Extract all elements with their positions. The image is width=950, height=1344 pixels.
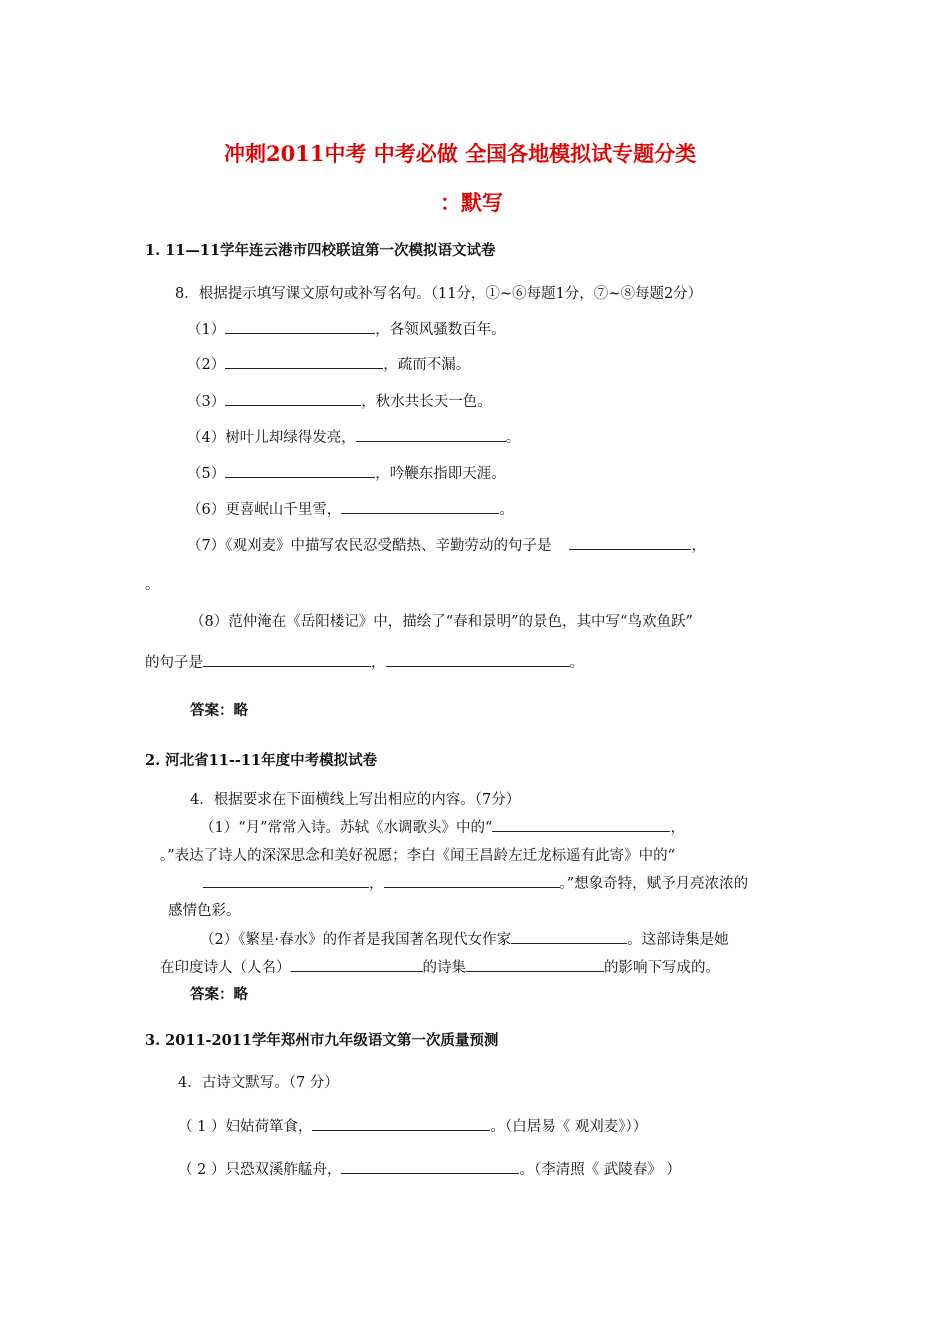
answer-label-1: 答案：略 xyxy=(190,702,248,719)
fill-item-4: （4）树叶儿却绿得发亮， 。 xyxy=(187,426,520,447)
fill-item-5: （5） ，吟鞭东指即天涯。 xyxy=(187,462,506,483)
fill-line-1: （1）“月”常常入诗。苏轼《水调歌头》中的“ ， xyxy=(200,816,685,837)
answer-label-2: 答案：略 xyxy=(190,986,248,1003)
answer-blank[interactable] xyxy=(356,427,506,442)
fill-item-8-cont: 的句子是 ， 。 xyxy=(145,651,584,672)
fill-line-4: 感情色彩。 xyxy=(168,903,241,919)
answer-blank[interactable] xyxy=(569,535,691,550)
answer-blank[interactable] xyxy=(466,957,604,972)
section-heading-3: 3. 2011-2011学年郑州市九年级语文第一次质量预测 xyxy=(145,1032,499,1049)
answer-blank[interactable] xyxy=(312,1116,490,1131)
answer-blank[interactable] xyxy=(203,652,371,667)
question-4: 4．根据要求在下面横线上写出相应的内容。（7分） xyxy=(190,792,521,808)
question-8: 8．根据提示填写课文原句或补写名句。（11分，①~⑥每题1分，⑦~⑧每题2分） xyxy=(175,286,703,302)
poetry-item-1: （ 1 ）妇姑荷箪食， 。（白居易《 观刈麦》）） xyxy=(178,1115,647,1136)
question-4-poetry: 4．古诗文默写。（7 分） xyxy=(178,1075,339,1091)
answer-blank[interactable] xyxy=(492,817,670,832)
fill-item-6: （6）更喜岷山千里雪， 。 xyxy=(187,498,514,519)
answer-blank[interactable] xyxy=(384,873,560,888)
page-title: 冲刺2011中考 中考必做 全国各地模拟试专题分类 xyxy=(224,141,697,166)
poetry-item-2: （ 2 ）只恐双溪舴艋舟， 。（李清照《 武陵春》 ） xyxy=(178,1158,681,1179)
fill-line-3: ， 。”想象奇特，赋予月亮浓浓的 xyxy=(203,872,748,893)
fill-item-7: （7）《观刈麦》中描写农民忍受酷热、辛勤劳动的句子是 ， xyxy=(187,534,706,555)
fill-item-2: （2） ，疏而不漏。 xyxy=(187,353,470,374)
answer-blank[interactable] xyxy=(341,1159,519,1174)
answer-blank[interactable] xyxy=(225,319,375,334)
fill-line-5: （2）《繁星·春水》的作者是我国著名现代女作家 。这部诗集是她 xyxy=(200,928,729,949)
fill-line-6: 在印度诗人（人名） 的诗集 的影响下写成的。 xyxy=(160,956,720,977)
answer-blank[interactable] xyxy=(341,499,499,514)
section-heading-1: 1. 11—11学年连云港市四校联谊第一次模拟语文试卷 xyxy=(145,242,496,259)
answer-blank[interactable] xyxy=(225,354,383,369)
answer-blank[interactable] xyxy=(225,463,375,478)
fill-item-3: （3） ，秋水共长天一色。 xyxy=(187,390,492,411)
fill-line-2: 。”表达了诗人的深深思念和美好祝愿；李白《闻王昌龄左迁龙标遥有此寄》中的“ xyxy=(160,848,676,864)
fill-item-8: （8）范仲淹在《岳阳楼记》中，描绘了“春和景明”的景色，其中写“鸟欢鱼跃” xyxy=(190,614,693,630)
fill-item-7-cont: 。 xyxy=(145,577,160,593)
answer-blank[interactable] xyxy=(291,957,423,972)
page-subtitle: ：默写 xyxy=(440,190,503,215)
fill-item-1: （1） ，各领风骚数百年。 xyxy=(187,318,506,339)
answer-blank[interactable] xyxy=(386,652,570,667)
answer-blank[interactable] xyxy=(511,929,627,944)
section-heading-2: 2. 河北省11--11年度中考模拟试卷 xyxy=(145,752,378,769)
answer-blank[interactable] xyxy=(225,391,361,406)
answer-blank[interactable] xyxy=(203,873,369,888)
